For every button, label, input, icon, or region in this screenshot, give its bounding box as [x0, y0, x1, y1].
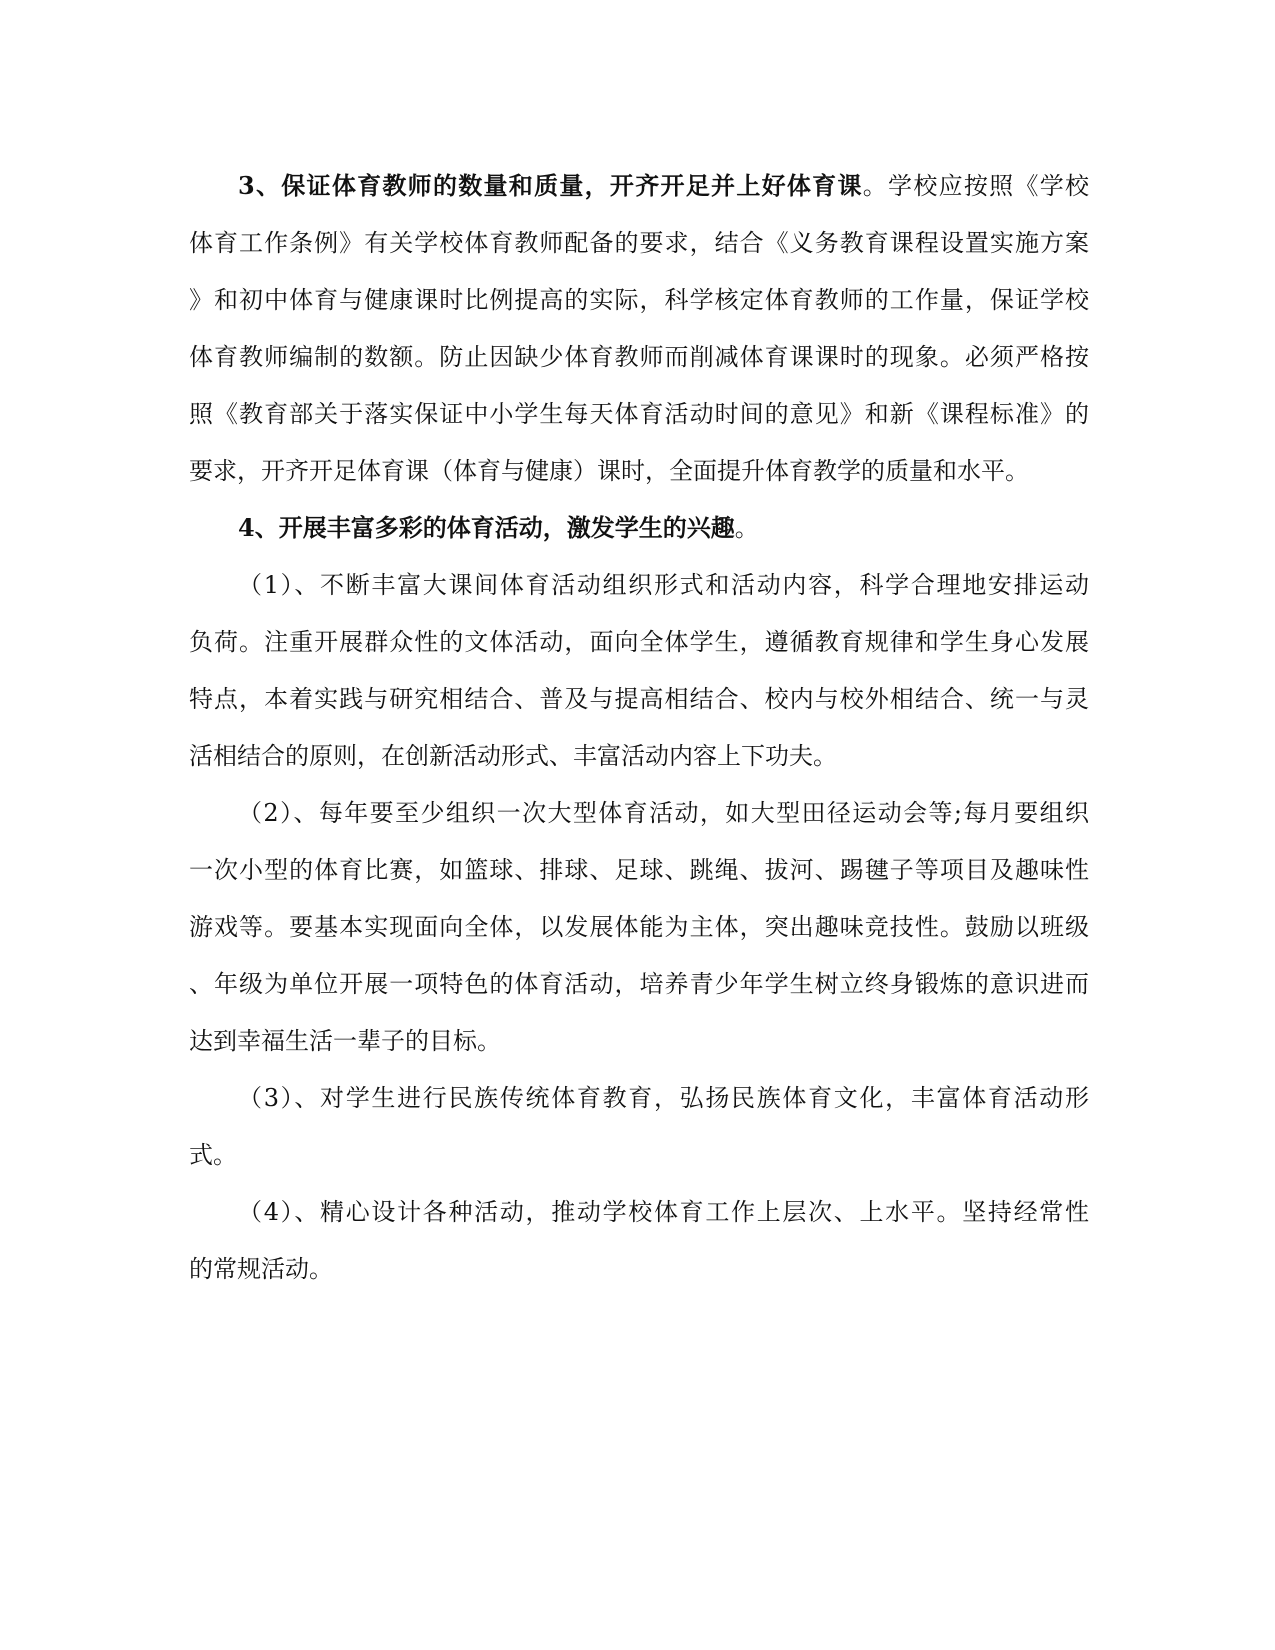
paragraph-1-line: 特点，本着实践与研究相结合、普及与提高相结合、校内与校外相结合、统一与灵 [189, 685, 1089, 713]
paragraph-1-line: 活相结合的原则，在创新活动形式、丰富活动内容上下功夫。 [189, 742, 837, 770]
paragraph-1-line: 负荷。注重开展群众性的文体活动，面向全体学生，遵循教育规律和学生身心发展 [189, 628, 1089, 656]
section-4-heading-tail: 。 [734, 514, 759, 542]
paragraph-2-line: 游戏等。要基本实现面向全体，以发展体能为主体，突出趣味竞技性。鼓励以班级 [189, 913, 1089, 941]
section-3-line: 体育工作条例》有关学校体育教师配备的要求，结合《义务教育课程设置实施方案 [189, 229, 1089, 257]
section-3-first-line [238, 170, 1089, 202]
paragraph-2-line: 达到幸福生活一辈子的目标。 [189, 1027, 501, 1055]
paragraph-4-line: （4）、精心设计各种活动，推动学校体育工作上层次、上水平。坚持经常性 [238, 1198, 1089, 1226]
section-3-line: 照《教育部关于落实保证中小学生每天体育活动时间的意见》和新《课程标准》的 [189, 400, 1089, 428]
paragraph-2-line: （2）、每年要至少组织一次大型体育活动，如大型田径运动会等;每月要组织 [238, 799, 1089, 827]
section-4-heading: 4、开展丰富多彩的体育活动，激发学生的兴趣 [238, 513, 735, 542]
paragraph-2-line: 一次小型的体育比赛，如篮球、排球、足球、跳绳、拔河、踢毽子等项目及趣味性 [189, 856, 1089, 884]
paragraph-4-line: 的常规活动。 [189, 1255, 333, 1283]
section-3-text: 。学校应按照《学校 [862, 172, 1089, 200]
section-4-heading-line [238, 512, 1089, 544]
section-3-line: 》和初中体育与健康课时比例提高的实际，科学核定体育教师的工作量，保证学校 [189, 286, 1089, 314]
section-3-line: 体育教师编制的数额。防止因缺少体育教师而削减体育课课时的现象。必须严格按 [189, 343, 1089, 371]
paragraph-3-line: （3）、对学生进行民族传统体育教育，弘扬民族体育文化，丰富体育活动形 [238, 1084, 1089, 1112]
section-3-heading: 3、保证体育教师的数量和质量，开齐开足并上好体育课 [238, 171, 863, 200]
paragraph-2-line: 、年级为单位开展一项特色的体育活动，培养青少年学生树立终身锻炼的意识进而 [189, 970, 1089, 998]
paragraph-1-line: （1）、不断丰富大课间体育活动组织形式和活动内容，科学合理地安排运动 [238, 571, 1089, 599]
section-3-line: 要求，开齐开足体育课（体育与健康）课时，全面提升体育教学的质量和水平。 [189, 457, 1029, 485]
paragraph-3-line: 式。 [189, 1141, 237, 1169]
